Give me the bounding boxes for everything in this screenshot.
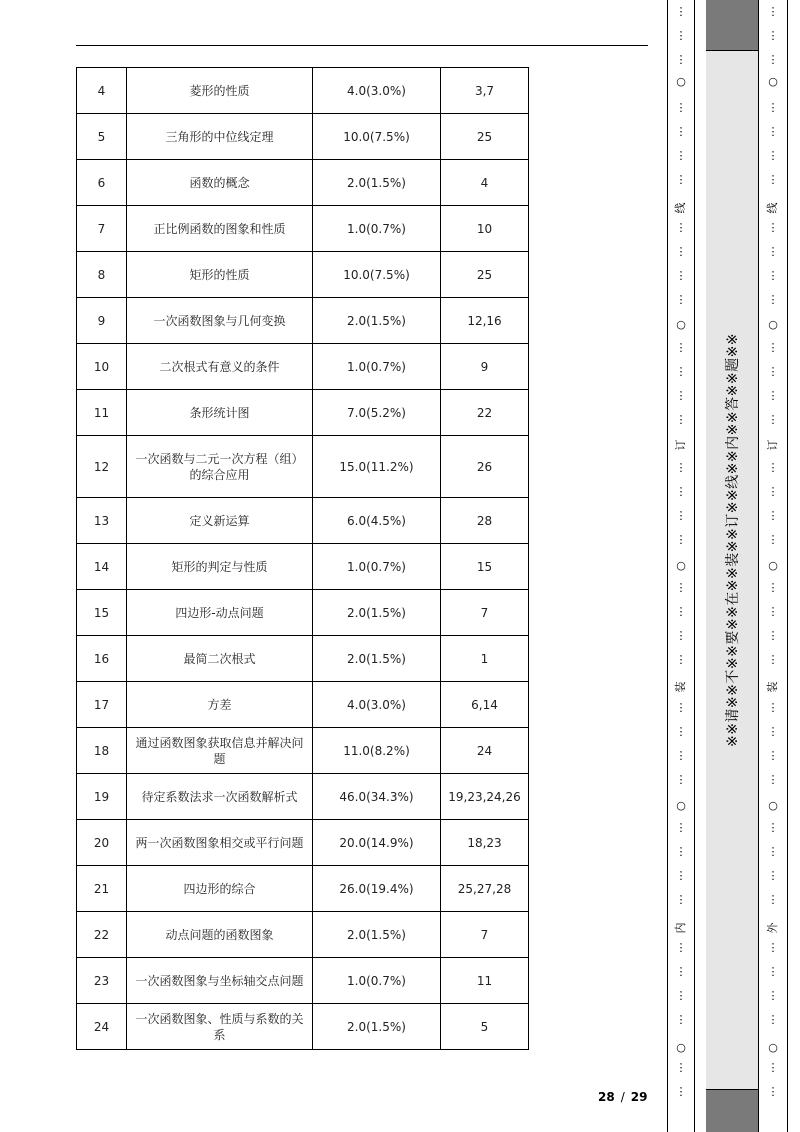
row-number-cell: 8: [77, 252, 127, 298]
dot-mark: ⋮: [767, 293, 779, 306]
binding-label: 线: [674, 202, 687, 214]
row-number-cell: 18: [77, 728, 127, 774]
band-cap-bottom: [706, 1089, 758, 1132]
table-row: [77, 544, 529, 590]
band-cap-top: [706, 0, 758, 51]
knowledge-point-cell: 两一次函数图象相交或平行问题: [127, 820, 313, 866]
item-numbers-cell: 19,23,24,26: [441, 774, 529, 820]
knowledge-point-cell: 矩形的性质: [127, 252, 313, 298]
table-row: [77, 68, 529, 114]
row-number-cell: 21: [77, 866, 127, 912]
table-row: [77, 820, 529, 866]
circle-mark: ○: [768, 799, 778, 812]
item-numbers-cell: 18,23: [441, 820, 529, 866]
circle-mark: ○: [768, 318, 778, 331]
item-numbers-cell: 25: [441, 252, 529, 298]
inner-binding-dots: [674, 0, 688, 1132]
knowledge-point-cell: 四边形的综合: [127, 866, 313, 912]
dot-mark: ⋮: [767, 965, 779, 978]
dot-mark: ⋮: [767, 869, 779, 882]
score-cell: 4.0(3.0%): [313, 682, 441, 728]
knowledge-point-cell: 一次函数图象与几何变换: [127, 298, 313, 344]
dot-mark: ⋮: [767, 149, 779, 162]
dot-mark: ⋮: [675, 389, 687, 402]
row-number-cell: 17: [77, 682, 127, 728]
row-number-cell: 14: [77, 544, 127, 590]
knowledge-point-cell: 二次根式有意义的条件: [127, 344, 313, 390]
dot-mark: ⋮: [675, 1085, 687, 1098]
item-numbers-cell: 3,7: [441, 68, 529, 114]
table-row: [77, 298, 529, 344]
dot-mark: ⋮: [675, 269, 687, 282]
row-number-cell: 10: [77, 344, 127, 390]
row-number-cell: 7: [77, 206, 127, 252]
knowledge-point-cell: 最简二次根式: [127, 636, 313, 682]
dot-mark: ⋮: [675, 173, 687, 186]
row-number-cell: 12: [77, 436, 127, 498]
row-number-cell: 9: [77, 298, 127, 344]
knowledge-point-cell: 动点问题的函数图象: [127, 912, 313, 958]
no-answer-notice: ※※请※※不※※要※※在※※装※※订※※线※※内※※答※※题※※: [725, 332, 741, 748]
header-rule: [76, 45, 648, 46]
knowledge-point-cell: 菱形的性质: [127, 68, 313, 114]
knowledge-point-cell: 通过函数图象获取信息并解决问题: [127, 728, 313, 774]
item-numbers-cell: 7: [441, 912, 529, 958]
knowledge-point-cell: 待定系数法求一次函数解析式: [127, 774, 313, 820]
dot-mark: ⋮: [675, 821, 687, 834]
score-cell: 2.0(1.5%): [313, 1004, 441, 1050]
dot-mark: ⋮: [675, 221, 687, 234]
dot-mark: ⋮: [675, 461, 687, 474]
dot-mark: ⋮: [767, 341, 779, 354]
dot-mark: ⋮: [675, 581, 687, 594]
row-number-cell: 5: [77, 114, 127, 160]
score-cell: 1.0(0.7%): [313, 344, 441, 390]
table-row: [77, 252, 529, 298]
dot-mark: ⋮: [767, 5, 779, 18]
table-row: [77, 958, 529, 1004]
binding-label: 装: [674, 681, 687, 693]
table-row: [77, 774, 529, 820]
circle-mark: ○: [676, 75, 686, 88]
score-cell: 6.0(4.5%): [313, 498, 441, 544]
dot-mark: ⋮: [767, 413, 779, 426]
dot-mark: ⋮: [767, 125, 779, 138]
row-number-cell: 20: [77, 820, 127, 866]
table-row: [77, 390, 529, 436]
dot-mark: ⋮: [675, 653, 687, 666]
item-numbers-cell: 7: [441, 590, 529, 636]
dot-mark: ⋮: [767, 893, 779, 906]
row-number-cell: 11: [77, 390, 127, 436]
score-cell: 1.0(0.7%): [313, 958, 441, 1004]
item-numbers-cell: 25: [441, 114, 529, 160]
score-cell: 11.0(8.2%): [313, 728, 441, 774]
knowledge-point-cell: 正比例函数的图象和性质: [127, 206, 313, 252]
dot-mark: ⋮: [675, 869, 687, 882]
dot-mark: ⋮: [675, 53, 687, 66]
item-numbers-cell: 6,14: [441, 682, 529, 728]
dot-mark: ⋮: [675, 701, 687, 714]
item-numbers-cell: 12,16: [441, 298, 529, 344]
current-page: 28: [598, 1090, 615, 1104]
dot-mark: ⋮: [767, 701, 779, 714]
table-row: [77, 206, 529, 252]
table-row: [77, 912, 529, 958]
row-number-cell: 6: [77, 160, 127, 206]
no-answer-band: [706, 0, 758, 1132]
circle-mark: ○: [768, 559, 778, 572]
knowledge-point-cell: 条形统计图: [127, 390, 313, 436]
dot-mark: ⋮: [675, 749, 687, 762]
item-numbers-cell: 22: [441, 390, 529, 436]
score-cell: 15.0(11.2%): [313, 436, 441, 498]
dot-mark: ⋮: [767, 581, 779, 594]
dot-mark: ⋮: [767, 653, 779, 666]
knowledge-point-cell: 一次函数图象、性质与系数的关系: [127, 1004, 313, 1050]
binding-label: 订: [766, 439, 779, 451]
dot-mark: ⋮: [767, 1061, 779, 1074]
dot-mark: ⋮: [767, 845, 779, 858]
dot-mark: ⋮: [675, 1013, 687, 1026]
dot-mark: ⋮: [675, 1061, 687, 1074]
gutter-line-band-right: [758, 0, 759, 1132]
dot-mark: ⋮: [767, 509, 779, 522]
dot-mark: ⋮: [767, 941, 779, 954]
dot-mark: ⋮: [767, 101, 779, 114]
table-row: [77, 498, 529, 544]
knowledge-point-cell: 函数的概念: [127, 160, 313, 206]
knowledge-point-cell: 一次函数与二元一次方程（组）的综合应用: [127, 436, 313, 498]
table-row: [77, 590, 529, 636]
item-numbers-cell: 1: [441, 636, 529, 682]
circle-mark: ○: [768, 1041, 778, 1054]
row-number-cell: 16: [77, 636, 127, 682]
dot-mark: ⋮: [675, 773, 687, 786]
circle-mark: ○: [676, 318, 686, 331]
page-separator: /: [620, 1090, 625, 1104]
row-number-cell: 23: [77, 958, 127, 1004]
score-cell: 2.0(1.5%): [313, 636, 441, 682]
dot-mark: ⋮: [675, 509, 687, 522]
dot-mark: ⋮: [767, 821, 779, 834]
dot-mark: ⋮: [675, 413, 687, 426]
score-cell: 10.0(7.5%): [313, 114, 441, 160]
total-pages: 29: [630, 1090, 648, 1104]
dot-mark: ⋮: [675, 293, 687, 306]
score-cell: 20.0(14.9%): [313, 820, 441, 866]
table-row: [77, 160, 529, 206]
dot-mark: ⋮: [675, 893, 687, 906]
dot-mark: ⋮: [675, 149, 687, 162]
item-numbers-cell: 9: [441, 344, 529, 390]
gutter-line-inner: [694, 0, 695, 1132]
score-cell: 1.0(0.7%): [313, 544, 441, 590]
page-number: [598, 1090, 647, 1104]
knowledge-point-cell: 方差: [127, 682, 313, 728]
dot-mark: ⋮: [767, 365, 779, 378]
dot-mark: ⋮: [767, 749, 779, 762]
row-number-cell: 15: [77, 590, 127, 636]
knowledge-point-cell: 一次函数图象与坐标轴交点问题: [127, 958, 313, 1004]
dot-mark: ⋮: [675, 365, 687, 378]
item-numbers-cell: 5: [441, 1004, 529, 1050]
dot-mark: ⋮: [675, 533, 687, 546]
row-number-cell: 4: [77, 68, 127, 114]
score-cell: 2.0(1.5%): [313, 160, 441, 206]
gutter-line-right: [787, 0, 788, 1132]
gutter-line-left: [667, 0, 668, 1132]
circle-mark: ○: [676, 799, 686, 812]
row-number-cell: 24: [77, 1004, 127, 1050]
dot-mark: ⋮: [767, 773, 779, 786]
table-row: [77, 344, 529, 390]
table-row: [77, 114, 529, 160]
knowledge-point-cell: 四边形-动点问题: [127, 590, 313, 636]
knowledge-point-cell: 三角形的中位线定理: [127, 114, 313, 160]
knowledge-point-cell: 矩形的判定与性质: [127, 544, 313, 590]
binding-label: 外: [766, 922, 779, 934]
outer-binding-dots: [766, 0, 780, 1132]
dot-mark: ⋮: [675, 341, 687, 354]
dot-mark: ⋮: [675, 629, 687, 642]
dot-mark: ⋮: [767, 389, 779, 402]
table-row: [77, 866, 529, 912]
binding-label: 线: [766, 202, 779, 214]
dot-mark: ⋮: [767, 533, 779, 546]
dot-mark: ⋮: [675, 941, 687, 954]
table-row: [77, 636, 529, 682]
dot-mark: ⋮: [767, 989, 779, 1002]
dot-mark: ⋮: [767, 461, 779, 474]
dot-mark: ⋮: [675, 725, 687, 738]
binding-label: 装: [766, 681, 779, 693]
score-cell: 1.0(0.7%): [313, 206, 441, 252]
circle-mark: ○: [768, 75, 778, 88]
item-numbers-cell: 11: [441, 958, 529, 1004]
score-cell: 10.0(7.5%): [313, 252, 441, 298]
item-numbers-cell: 26: [441, 436, 529, 498]
dot-mark: ⋮: [767, 29, 779, 42]
dot-mark: ⋮: [675, 989, 687, 1002]
table-row: [77, 436, 529, 498]
binding-label: 订: [674, 439, 687, 451]
dot-mark: ⋮: [675, 101, 687, 114]
dot-mark: ⋮: [767, 725, 779, 738]
dot-mark: ⋮: [675, 965, 687, 978]
dot-mark: ⋮: [767, 629, 779, 642]
score-cell: 26.0(19.4%): [313, 866, 441, 912]
item-numbers-cell: 28: [441, 498, 529, 544]
score-cell: 2.0(1.5%): [313, 912, 441, 958]
score-cell: 4.0(3.0%): [313, 68, 441, 114]
score-cell: 46.0(34.3%): [313, 774, 441, 820]
binding-label: 内: [674, 922, 687, 934]
dot-mark: ⋮: [767, 485, 779, 498]
dot-mark: ⋮: [675, 245, 687, 258]
item-numbers-cell: 24: [441, 728, 529, 774]
dot-mark: ⋮: [767, 53, 779, 66]
dot-mark: ⋮: [675, 605, 687, 618]
dot-mark: ⋮: [675, 125, 687, 138]
score-cell: 7.0(5.2%): [313, 390, 441, 436]
table-row: [77, 682, 529, 728]
knowledge-point-cell: 定义新运算: [127, 498, 313, 544]
dot-mark: ⋮: [675, 5, 687, 18]
dot-mark: ⋮: [767, 1085, 779, 1098]
circle-mark: ○: [676, 559, 686, 572]
item-numbers-cell: 4: [441, 160, 529, 206]
dot-mark: ⋮: [767, 1013, 779, 1026]
row-number-cell: 19: [77, 774, 127, 820]
dot-mark: ⋮: [767, 221, 779, 234]
dot-mark: ⋮: [675, 485, 687, 498]
dot-mark: ⋮: [675, 845, 687, 858]
item-numbers-cell: 10: [441, 206, 529, 252]
table-row: [77, 728, 529, 774]
circle-mark: ○: [676, 1041, 686, 1054]
item-numbers-cell: 15: [441, 544, 529, 590]
table-row: [77, 1004, 529, 1050]
knowledge-point-table: [76, 67, 529, 1050]
score-cell: 2.0(1.5%): [313, 590, 441, 636]
dot-mark: ⋮: [675, 29, 687, 42]
dot-mark: ⋮: [767, 605, 779, 618]
row-number-cell: 13: [77, 498, 127, 544]
dot-mark: ⋮: [767, 269, 779, 282]
row-number-cell: 22: [77, 912, 127, 958]
dot-mark: ⋮: [767, 173, 779, 186]
item-numbers-cell: 25,27,28: [441, 866, 529, 912]
dot-mark: ⋮: [767, 245, 779, 258]
score-cell: 2.0(1.5%): [313, 298, 441, 344]
